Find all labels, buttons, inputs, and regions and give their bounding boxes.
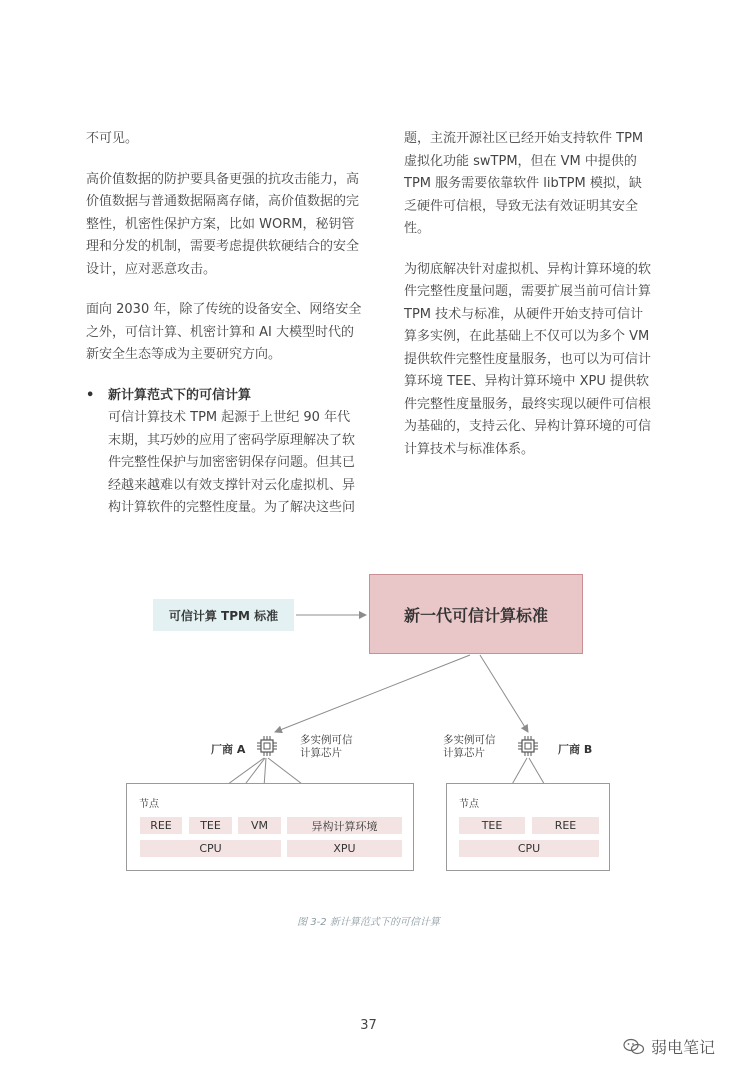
cell-ree: REE — [532, 817, 599, 834]
tpm-standard-box — [153, 599, 294, 631]
page-number: 37 — [360, 1018, 377, 1033]
bullet-title-text: 新计算范式下的可信计算 — [108, 387, 252, 403]
chip-note-b — [443, 734, 496, 760]
new-standard-box — [369, 574, 583, 654]
arrow-new-to-vendor-a — [275, 655, 470, 732]
cell-cpu: CPU — [140, 840, 281, 857]
new-standard-label: 新一代可信计算标准 — [403, 605, 548, 625]
bullet-body: 可信计算技术 TPM 起源于上世纪 90 年代末期，其巧妙的应用了密码学原理解决了软件完整性保护与加密密钥保存问题。但其已经越来越难以有效支撑针对云化虚拟机、异构计算软件的完整性度量。为了解决这些问 — [108, 410, 356, 515]
chip-icon — [517, 735, 539, 757]
cell-tee: TEE — [459, 817, 525, 834]
cell-ree: REE — [140, 817, 182, 834]
paragraph: 为彻底解决针对虚拟机、异构计算环境的软件完整性度量问题，需要扩展当前可信计算 TPM 技术与标准，从硬件开始支持可信计算多实例，在此基础上不仅可以为多个 VM 提供软件完整性度量服务，也可以为可信计算环境 TEE、异构计算环境中 XPU 提供软件完整性度量服务，最终实现以硬件可信根为基础的，支持云化、异构计算环境的可信计算技术与标准体系。 — [404, 261, 652, 457]
chip-note-a — [300, 734, 353, 760]
cell-heterogeneous: 异构计算环境 — [287, 817, 402, 834]
chip-icon — [256, 735, 278, 757]
chip-note-line: 计算芯片 — [443, 747, 485, 759]
cell-cpu: CPU — [459, 840, 599, 857]
vendor-b-label: 厂商 B — [558, 743, 593, 756]
cell-tee: TEE — [189, 817, 232, 834]
node-b-label: 节点 — [459, 799, 479, 810]
cell-xpu: XPU — [287, 840, 402, 857]
tpm-standard-label: 可信计算 TPM 标准 — [168, 608, 279, 623]
figure-caption: 图 3-2 新计算范式下的可信计算 — [297, 917, 440, 928]
paragraph: 高价值数据的防护要具备更强的抗攻击能力，高价值数据与普通数据隔离存储，高价值数据的完整性，机密性保护方案，比如 WORM，秘钥管理和分发的机制，需要考虑提供软硬结合的安全设计，应对恶意攻击。 — [86, 171, 360, 277]
paragraph: 题，主流开源社区已经开始支持软件 TPM 虚拟化功能 swTPM，但在 VM 中提供的 TPM 服务需要依靠软件 libTPM 模拟，缺乏硬件可信根，导致无法有效证明其安全性。 — [404, 131, 644, 236]
paragraph: 不可见。 — [86, 131, 139, 146]
watermark-text: 弱电笔记 — [650, 1038, 715, 1057]
cell-vm: VM — [238, 817, 281, 834]
chip-note-line: 计算芯片 — [300, 747, 342, 759]
paragraph: 面向 2030 年，除了传统的设备安全、网络安全之外，可信计算、机密计算和 AI 大模型时代的新安全生态等成为主要研究方向。 — [86, 302, 362, 362]
chip-note-line: 多实例可信 — [300, 734, 353, 746]
watermark — [623, 1035, 715, 1058]
vendor-a-label: 厂商 A — [211, 743, 246, 756]
arrow-new-to-vendor-b — [480, 655, 528, 732]
chip-note-line: 多实例可信 — [443, 734, 496, 746]
node-a-label: 节点 — [139, 799, 159, 810]
bullet-dot-icon: • — [86, 387, 95, 403]
wechat-icon — [623, 1038, 645, 1056]
